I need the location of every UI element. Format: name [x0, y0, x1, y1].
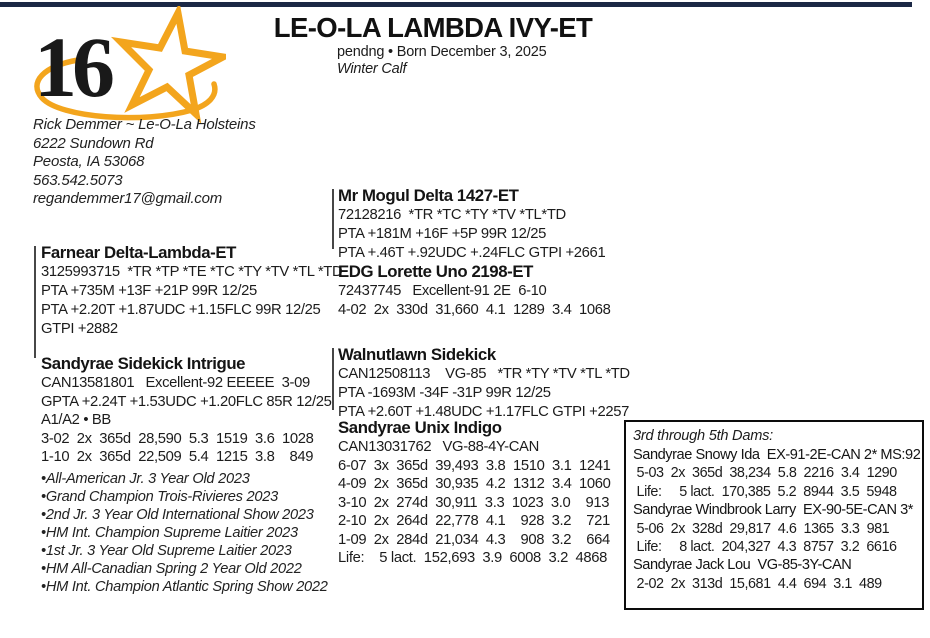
fourth-dam-record: 5-06 2x 328d 29,817 4.6 1365 3.3 981	[633, 520, 890, 537]
sire-sire-pta-line: PTA +181M +16F +5P 99R 12/25	[338, 226, 547, 242]
sire-dam-record: 4-02 2x 330d 31,660 4.1 1289 3.4 1068	[338, 302, 611, 318]
consignor-street: 6222 Sundown Rd	[33, 134, 154, 152]
fourth-dam-name: Sandyrae Windbrook Larry EX-90-5E-CAN 3*	[633, 502, 914, 519]
sire-sire-block	[338, 186, 605, 263]
extended-dams-heading: 3rd through 5th Dams:	[633, 428, 773, 444]
sire-reg-line: 3125993715 *TR *TP *TE *TC *TY *TV *TL *TD	[41, 264, 343, 280]
consignor-phone: 563.542.5073	[33, 171, 123, 189]
fifth-dam-record: 2-02 2x 313d 15,681 4.4 694 3.1 489	[633, 575, 882, 592]
dam-show-honors	[41, 470, 332, 596]
dam-dam-lifetime: Life: 5 lact. 152,693 3.9 6008 3.2 4868	[338, 550, 608, 566]
fifth-dam-name: Sandyrae Jack Lou VG-85-3Y-CAN	[633, 557, 852, 574]
honor-item: •Grand Champion Trois-Rivieres 2023	[41, 488, 278, 505]
dam-dam-reg-line: CAN13031762 VG-88-4Y-CAN	[338, 439, 539, 455]
fourth-dam-lifetime: Life: 8 lact. 204,327 4.3 8757 3.2 6616	[633, 539, 897, 556]
third-dam-record: 5-03 2x 365d 38,234 5.8 2216 3.4 1290	[633, 465, 897, 482]
dam-dam-name: Sandyrae Unix Indigo	[338, 418, 502, 437]
pedigree-bar-dam-sire	[332, 348, 334, 410]
dam-block	[41, 354, 332, 596]
consignor-city: Peosta, IA 53068	[33, 153, 145, 171]
dam-sire-name: Walnutlawn Sidekick	[338, 345, 496, 364]
lot-number: 16	[34, 19, 110, 115]
third-dam-name: Sandyrae Snowy Ida EX-91-2E-CAN 2* MS:92	[633, 447, 921, 463]
consignor-block	[33, 116, 256, 209]
sire-dam-reg-line: 72437745 Excellent-91 2E 6-10	[338, 283, 547, 299]
dam-dam-record-5: 1-09 2x 284d 21,034 4.3 908 3.2 664	[338, 531, 610, 548]
dam-gpta-line: GPTA +2.24T +1.53UDC +1.20FLC 85R 12/25	[41, 393, 332, 410]
honor-item: •All-American Jr. 3 Year Old 2023	[41, 470, 250, 487]
dam-name: Sandyrae Sidekick Intrigue	[41, 354, 246, 373]
pedigree-bar-sire	[34, 246, 36, 358]
dam-dam-block	[338, 418, 611, 568]
consignor-email: regandemmer17@gmail.com	[33, 190, 223, 208]
honor-item: •HM Int. Champion Supreme Laitier 2023	[41, 524, 298, 541]
sire-dam-block	[338, 262, 611, 320]
honor-item: •1st Jr. 3 Year Old Supreme Laitier 2023	[41, 542, 292, 559]
pedigree-bar-sire-sire	[332, 189, 334, 249]
honor-item: •2nd Jr. 3 Year Old International Show 2023	[41, 506, 314, 523]
sire-dam-name: EDG Lorette Uno 2198-ET	[338, 262, 534, 281]
consignor-name: Rick Demmer ~ Le-O-La Holsteins	[33, 116, 256, 133]
dam-dam-record-4: 2-10 2x 264d 22,778 4.1 928 3.2 721	[338, 513, 610, 529]
sire-sire-name: Mr Mogul Delta 1427-ET	[338, 186, 519, 205]
dam-sire-block	[338, 345, 630, 422]
dam-reg-line: CAN13581801 Excellent-92 EEEEE 3-09	[41, 375, 310, 391]
dam-dam-record-1: 6-07 3x 365d 39,493 3.8 1510 3.1 1241	[338, 457, 611, 474]
sire-block	[41, 243, 342, 339]
third-dam-lifetime: Life: 5 lact. 170,385 5.2 8944 3.5 5948	[633, 483, 897, 500]
honor-item: •HM All-Canadian Spring 2 Year Old 2022	[41, 560, 302, 577]
dam-sire-reg-line: CAN12508113 VG-85 *TR *TY *TV *TL *TD	[338, 366, 630, 382]
sire-sire-gtpi-line: PTA +.46T +.92UDC +.24FLC GTPI +2661	[338, 245, 606, 261]
age-class-label: Winter Calf	[337, 61, 407, 77]
registration-birth-line: pendng • Born December 3, 2025	[337, 44, 547, 60]
dam-sire-pta-line: PTA -1693M -34F -31P 99R 12/25	[338, 385, 551, 401]
sire-name: Farnear Delta-Lambda-ET	[41, 243, 237, 262]
animal-name-title: LE-O-LA LAMBDA IVY-ET	[273, 12, 593, 43]
dam-record-1: 3-02 2x 365d 28,590 5.3 1519 3.6 1028	[41, 430, 314, 447]
honor-item: •HM Int. Champion Atlantic Spring Show 2022	[41, 578, 328, 595]
dam-record-2: 1-10 2x 365d 22,509 5.4 1215 3.8 849	[41, 449, 314, 465]
sire-pta-type-line: PTA +2.20T +1.87UDC +1.15FLC 99R 12/25	[41, 302, 321, 318]
dam-dam-record-2: 4-09 2x 365d 30,935 4.2 1312 3.4 1060	[338, 476, 611, 492]
sire-sire-reg-line: 72128216 *TR *TC *TY *TV *TL*TD	[338, 207, 566, 223]
sire-gtpi-line: GTPI +2882	[41, 321, 118, 337]
dam-sire-gtpi-line: PTA +2.60T +1.48UDC +1.17FLC GTPI +2257	[338, 404, 629, 420]
sire-pta-line: PTA +735M +13F +21P 99R 12/25	[41, 283, 257, 299]
dam-dam-record-3: 3-10 2x 274d 30,911 3.3 1023 3.0 913	[338, 494, 610, 511]
extended-dams-box	[624, 420, 924, 610]
dam-genotype-line: A1/A2 • BB	[41, 412, 111, 428]
